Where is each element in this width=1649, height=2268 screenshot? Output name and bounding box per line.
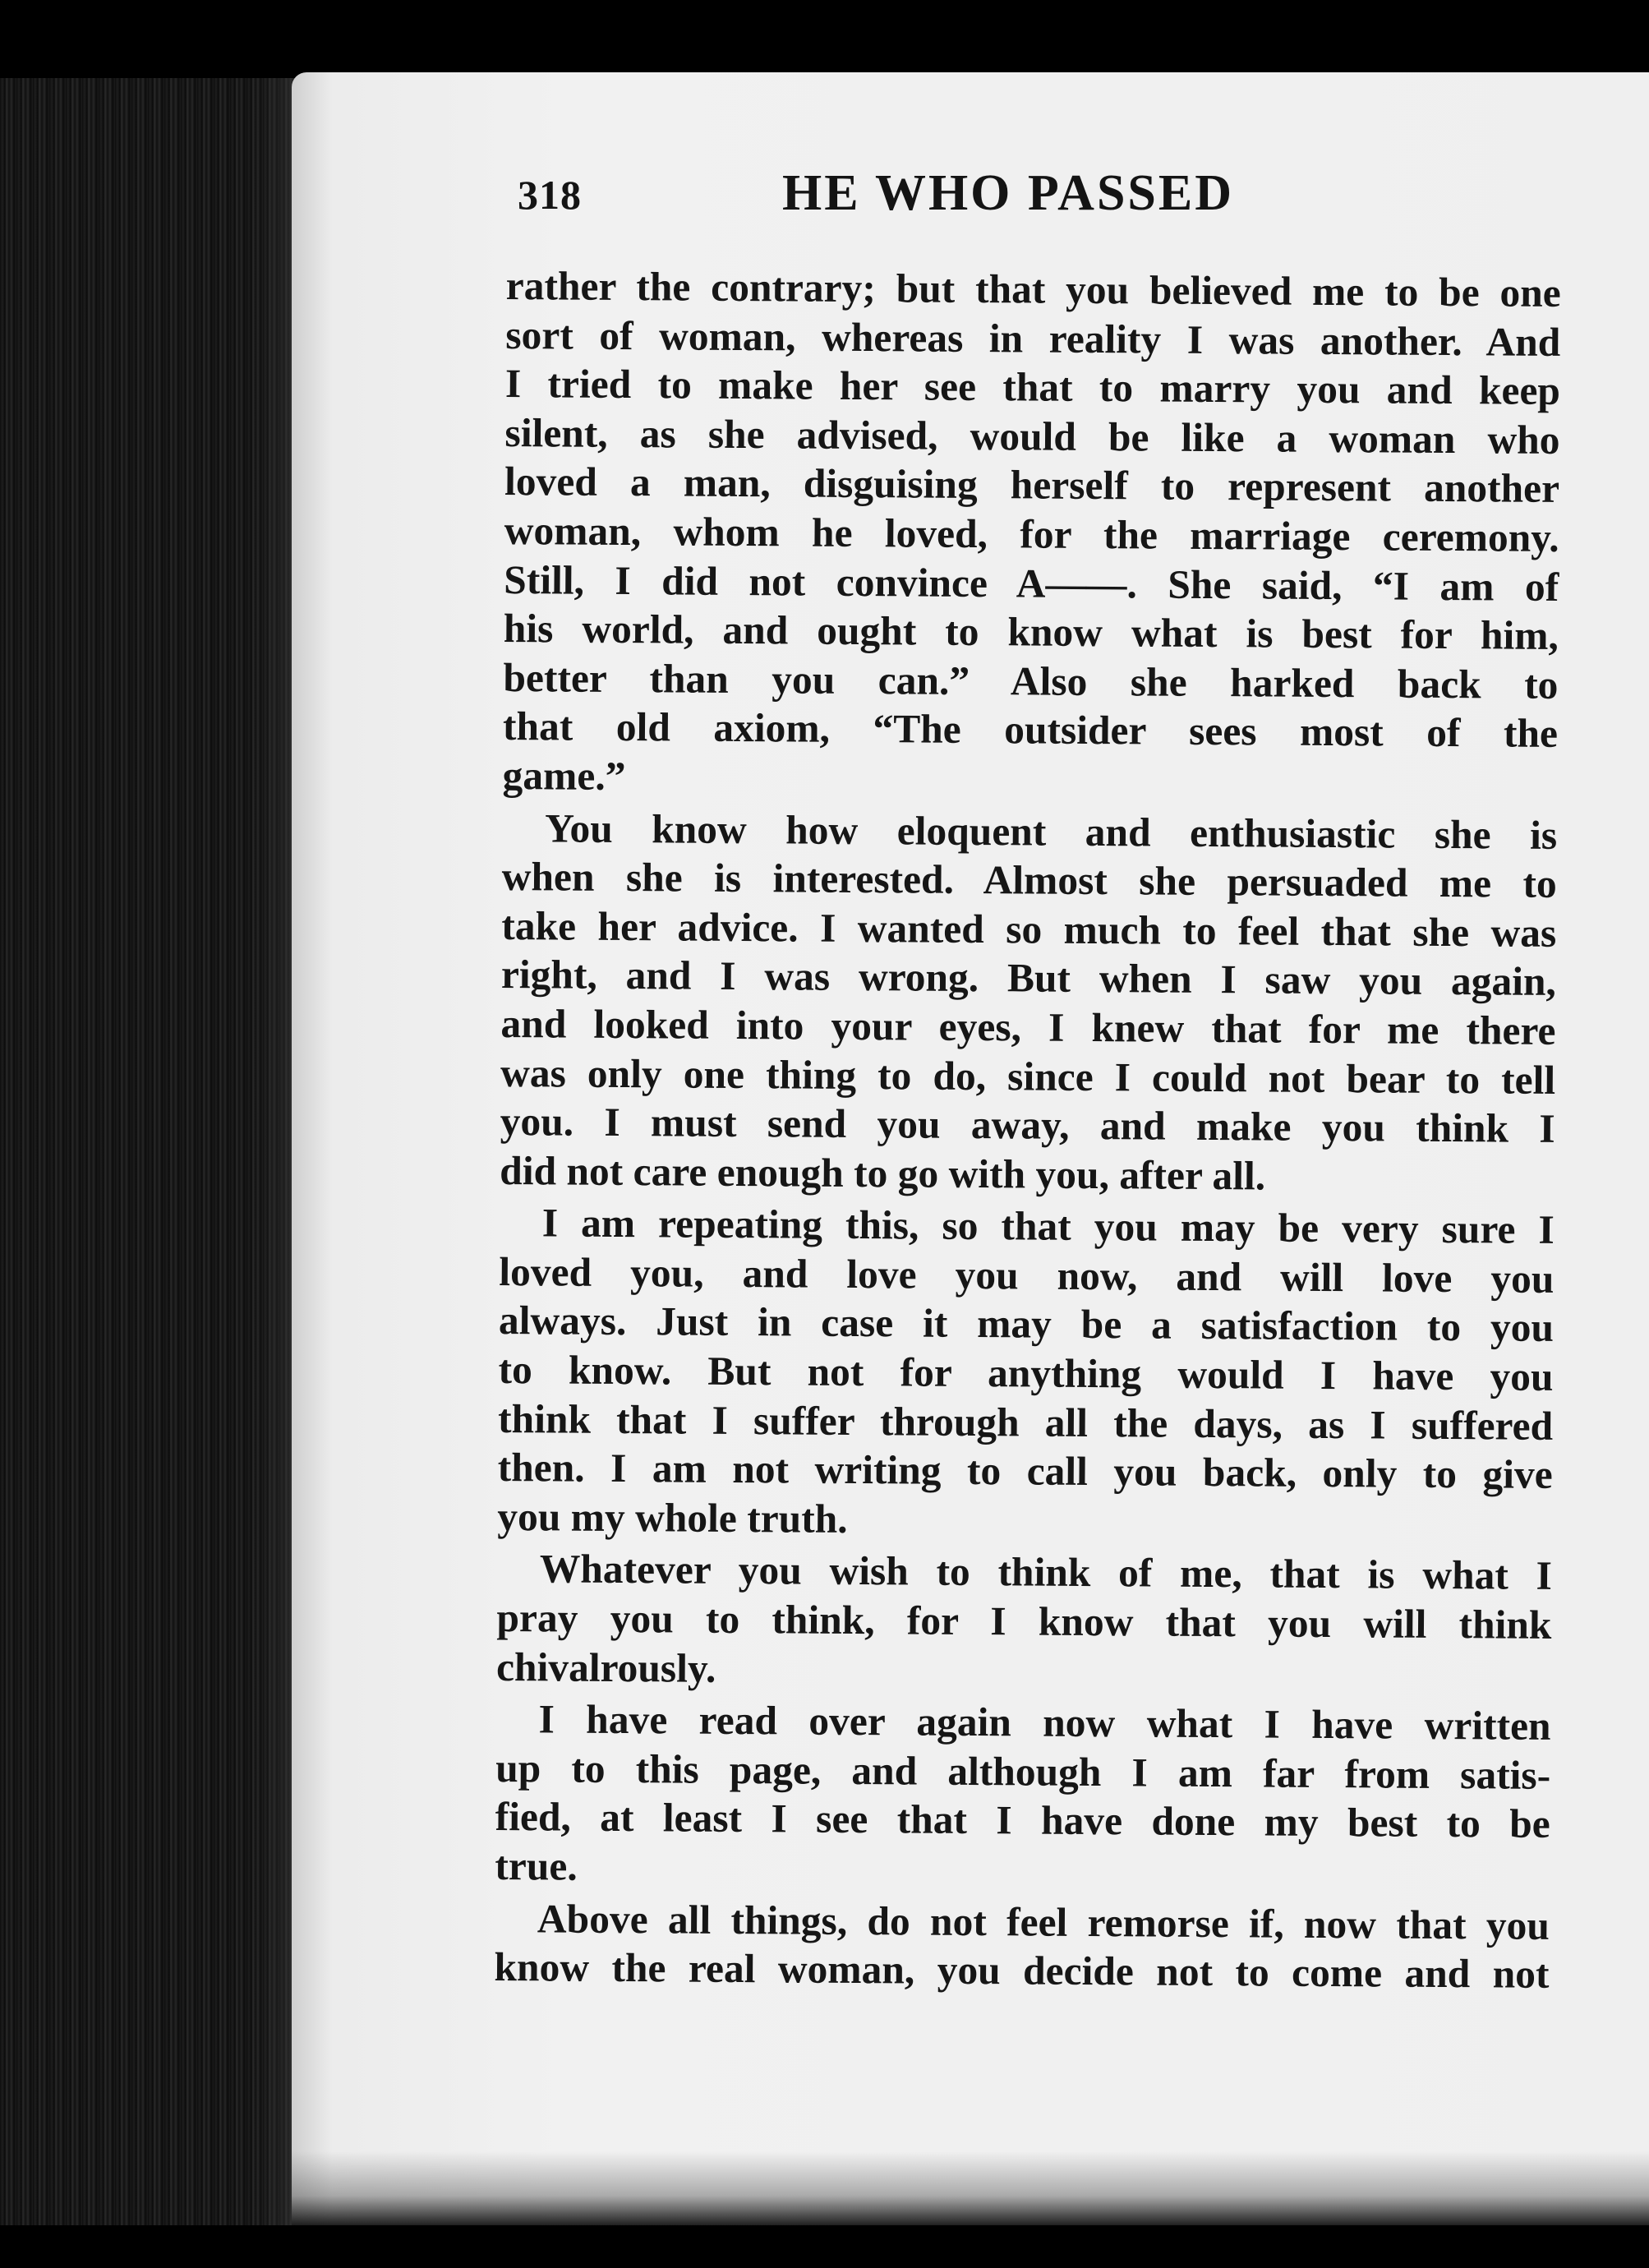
text-line: true. xyxy=(495,1842,578,1889)
text-line: then. I am not writing to call you back, only to give xyxy=(497,1445,1553,1498)
text-line: sort of woman, whereas in reality I was another. And xyxy=(505,311,1561,365)
text-line: always. Just in case it may be a satisfaction to you xyxy=(498,1298,1555,1351)
text-line: loved you, and love you now, and will love you xyxy=(499,1248,1555,1302)
paragraph xyxy=(502,261,1561,807)
text-line: you. I must send you away, and make you think I xyxy=(500,1099,1555,1152)
text-line: that old axiom, “The outsider sees most of the xyxy=(502,703,1559,757)
body-text xyxy=(494,261,1561,1999)
text-line: right, and I was wrong. But when I saw you again, xyxy=(500,952,1557,1005)
text-line: know the real woman, you decide not to come and not xyxy=(494,1944,1550,1998)
text-line: to know. But not for anything would I have you xyxy=(498,1347,1554,1399)
text-line: woman, whom he loved, for the marriage ceremony. xyxy=(504,507,1559,560)
text-line: when she is interested. Almost she persuaded me to xyxy=(501,854,1557,907)
paragraph xyxy=(494,1894,1550,1999)
text-line: pray you to think, for I know that you will think xyxy=(496,1594,1552,1648)
book-title: HE WHO PASSED xyxy=(782,165,1235,221)
page-number: 318 xyxy=(518,172,582,218)
text-line: you my whole truth. xyxy=(497,1493,848,1542)
text-line: Above all things, do not feel remorse if, now that you xyxy=(537,1895,1550,1948)
text-line: and looked into your eyes, I knew that for me there xyxy=(500,1000,1556,1053)
text-line: silent, as she advised, would be like a woman who xyxy=(504,409,1560,463)
text-line: I have read over again now what I have written xyxy=(538,1696,1551,1749)
paragraph xyxy=(495,1694,1551,1897)
scan-top-margin xyxy=(0,0,1649,78)
text-line: chivalrously. xyxy=(495,1643,716,1691)
text-line: better than you can.” Also she harked back to xyxy=(503,654,1559,708)
book-page-edges xyxy=(0,78,304,2268)
scan-bottom-margin xyxy=(0,2225,1649,2268)
text-line: Whatever you wish to think of me, that is what I xyxy=(539,1546,1553,1599)
text-line: was only one thing to do, since I could not bear to tell xyxy=(500,1049,1556,1103)
text-line: loved a man, disguising herself to represent another xyxy=(504,459,1560,512)
paragraph xyxy=(500,804,1557,1203)
text-line: I tried to make her see that to marry you and keep xyxy=(504,361,1561,414)
running-head xyxy=(518,164,1578,238)
text-line: take her advice. I wanted so much to feel that she was xyxy=(501,902,1557,956)
text-line: did not care enough to go with you, after all. xyxy=(500,1147,1266,1199)
text-line: think that I suffer through all the days, as I suffered xyxy=(497,1395,1554,1449)
text-line: rather the contrary; but that you believed me to be one xyxy=(505,262,1561,316)
paragraph xyxy=(496,1544,1552,1699)
text-line: I am repeating this, so that you may be very sure I xyxy=(541,1200,1555,1253)
text-line: his world, and ought to know what is best for him, xyxy=(503,606,1559,659)
paragraph xyxy=(497,1198,1555,1548)
text-line: fied, at least I see that I have done my best to be xyxy=(495,1794,1550,1847)
text-line: You know how eloquent and enthusiastic she is xyxy=(544,804,1558,858)
text-line: game.” xyxy=(502,752,626,799)
text-line: Still, I did not convince A——. She said, “I am of xyxy=(504,556,1559,610)
text-line: up to this page, and although I am far from satis- xyxy=(495,1745,1551,1798)
